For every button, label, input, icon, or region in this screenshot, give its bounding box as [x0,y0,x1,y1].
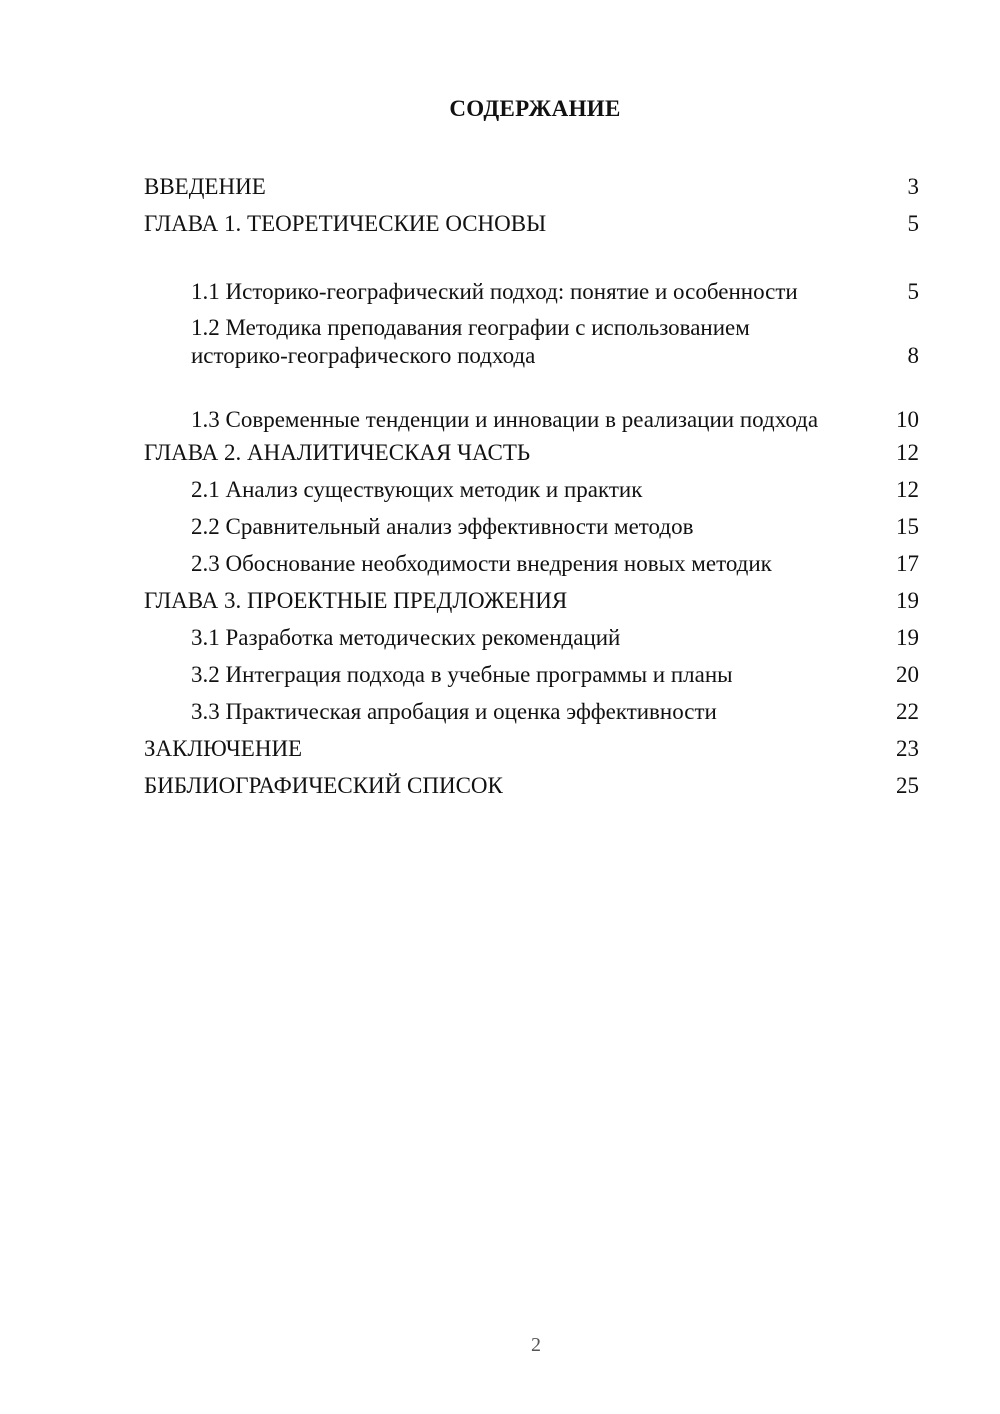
toc-entry-conclusion[interactable] [144,730,919,767]
toc-entry-page: 8 [907,343,919,368]
toc-entry-bibliography[interactable] [144,767,919,804]
toc-entry-chapter-1[interactable] [144,205,919,242]
toc-entry-text: ЗАКЛЮЧЕНИЕ [144,735,303,761]
toc-entry-page: 20 [896,661,919,687]
toc-entry-text: 2.2 Сравнительный анализ эффективности методов [191,513,694,539]
toc-entry-chapter-3[interactable] [144,582,919,619]
toc-entry-section-2-2[interactable] [144,508,919,545]
toc-entry-text: 1.3 Современные тенденции и инновации в реализации подхода [191,407,819,432]
toc-entry-page: 19 [896,624,919,650]
table-of-contents [144,168,919,804]
toc-entry-section-1-3[interactable] [144,370,919,434]
toc-entry-text: 1.1 Историко-географический подход: понятие и особенности [191,279,798,304]
toc-entry-section-1-2[interactable] [144,306,919,370]
toc-entry-page: 3 [907,173,919,199]
toc-entry-page: 15 [896,513,919,539]
toc-entry-page: 12 [896,439,919,465]
toc-entry-text: ГЛАВА 3. ПРОЕКТНЫЕ ПРЕДЛОЖЕНИЯ [144,587,568,613]
toc-entry-text: 3.3 Практическая апробация и оценка эффективности [191,698,717,724]
toc-entry-page: 12 [896,476,919,502]
toc-entry-page: 5 [907,279,919,304]
toc-entry-introduction[interactable] [144,168,919,205]
toc-entry-page: 10 [896,407,919,432]
toc-entry-text: 2.1 Анализ существующих методик и практик [191,476,643,502]
toc-entry-section-2-3[interactable] [144,545,919,582]
toc-entry-section-3-2[interactable] [144,656,919,693]
page-number: 2 [531,1334,541,1356]
toc-entry-text: ГЛАВА 1. ТЕОРЕТИЧЕСКИЕ ОСНОВЫ [144,210,547,236]
toc-entry-text: БИБЛИОГРАФИЧЕСКИЙ СПИСОК [144,772,503,798]
toc-entry-text: 1.2 Методика преподавания географии с использованием историко-географического подхода [191,315,750,368]
toc-entry-section-3-3[interactable] [144,693,919,730]
toc-entry-page: 23 [896,735,919,761]
toc-entry-section-3-1[interactable] [144,619,919,656]
toc-entry-chapter-2[interactable] [144,434,919,471]
toc-entry-text: ГЛАВА 2. АНАЛИТИЧЕСКАЯ ЧАСТЬ [144,439,531,465]
toc-entry-text: 3.1 Разработка методических рекомендаций [191,624,621,650]
toc-entry-section-2-1[interactable] [144,471,919,508]
toc-entry-page: 19 [896,587,919,613]
toc-entry-page: 25 [896,772,919,798]
toc-entry-text: 2.3 Обоснование необходимости внедрения новых методик [191,550,772,576]
toc-entry-page: 17 [896,550,919,576]
toc-entry-text: ВВЕДЕНИЕ [144,173,266,199]
toc-entry-page: 22 [896,698,919,724]
toc-entry-page: 5 [907,210,919,236]
toc-entry-section-1-1[interactable] [144,242,919,306]
page-title: СОДЕРЖАНИЕ [449,96,621,121]
toc-entry-text: 3.2 Интеграция подхода в учебные программы и планы [191,661,733,687]
